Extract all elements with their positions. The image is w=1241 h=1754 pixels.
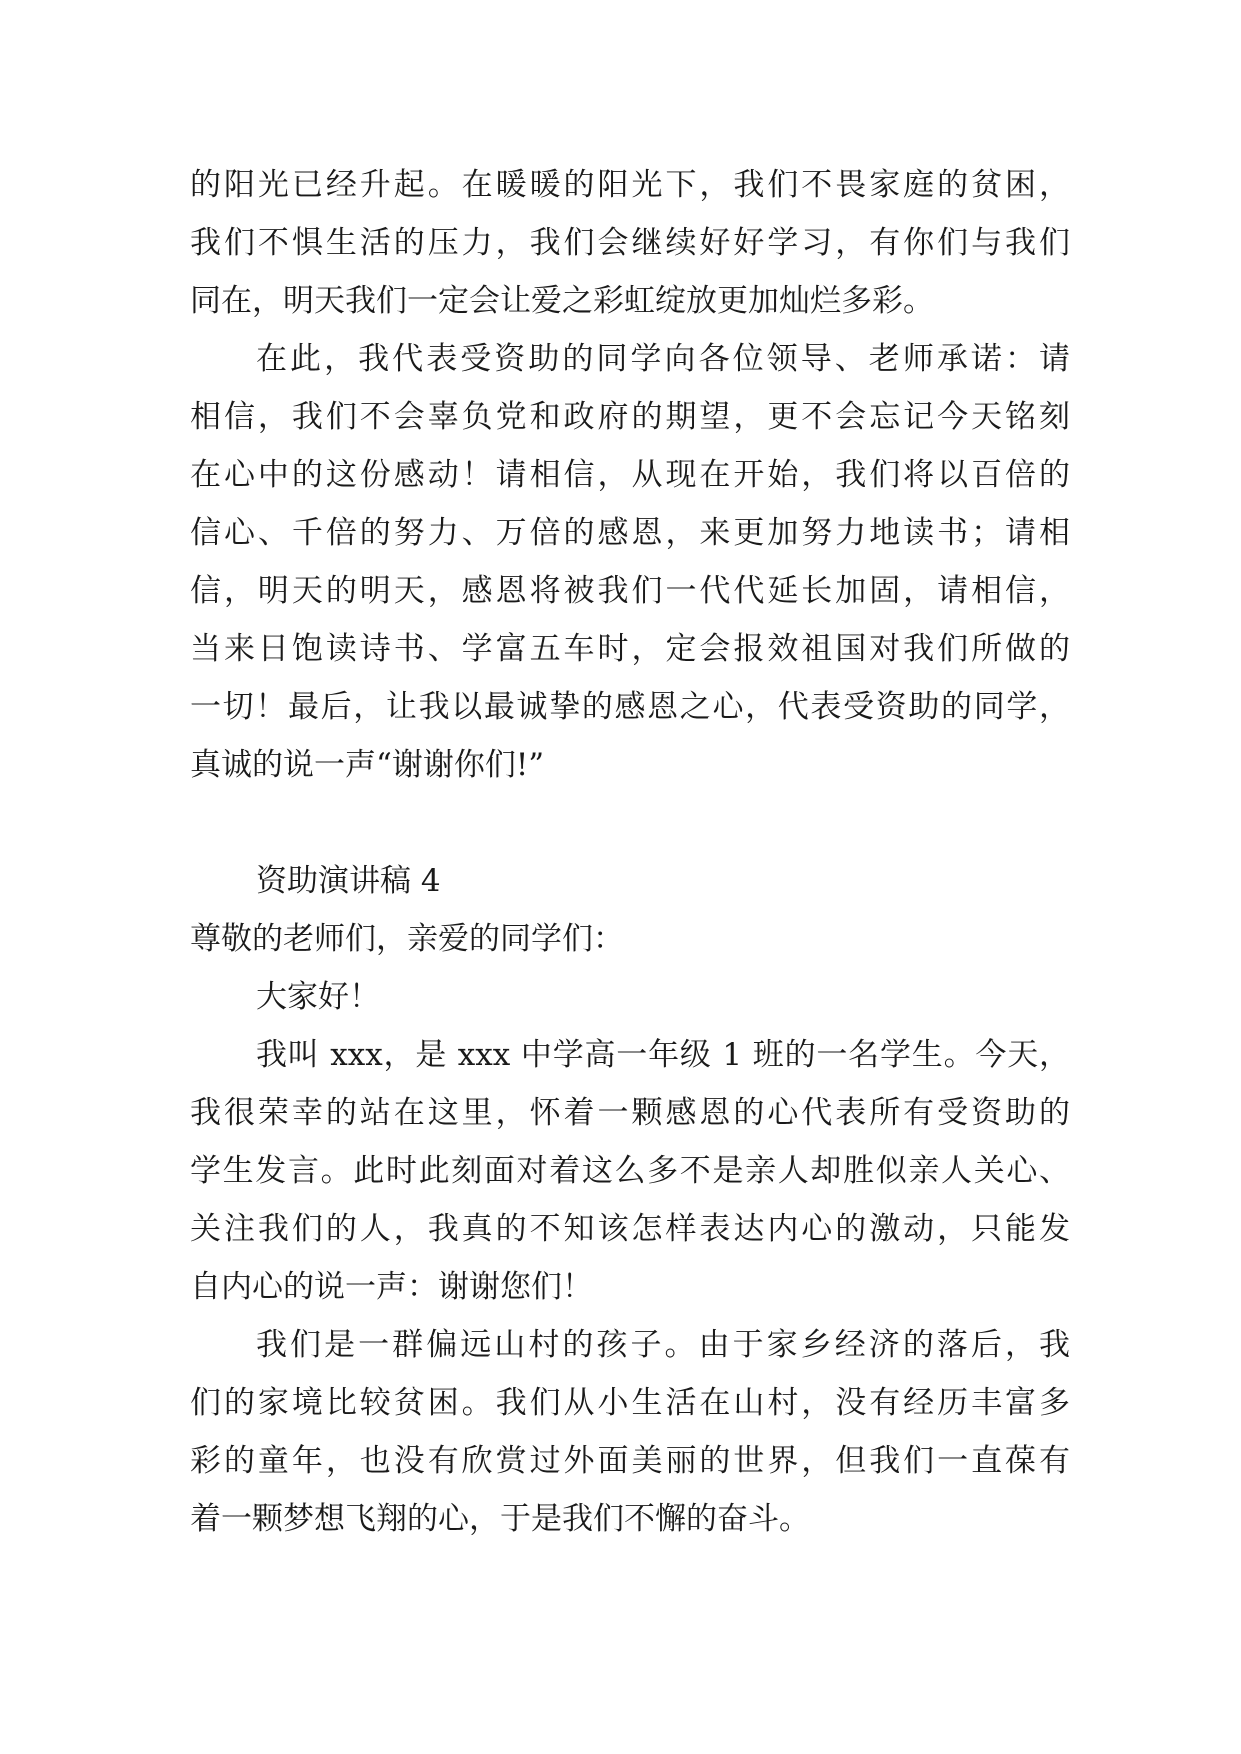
text-line: 我很荣幸的站在这里，怀着一颗感恩的心代表所有受资助的 [190,1095,1070,1131]
text-line: 我们不惧生活的压力，我们会继续好好学习，有你们与我们 [190,225,1070,261]
text-line: 一切！最后，让我以最诚挚的感恩之心，代表受资助的同学， [190,689,1070,725]
text-line: 学生发言。此时此刻面对着这么多不是亲人却胜似亲人关心、 [190,1153,1070,1189]
greeting: 大家好！ [256,979,380,1015]
text-line: 相信，我们不会辜负党和政府的期望，更不会忘记今天铭刻 [190,399,1070,435]
text-line: 真诚的说一声“谢谢你们!” [190,747,545,783]
text-line: 信心、千倍的努力、万倍的感恩，来更加努力地读书；请相 [190,515,1070,551]
text-line: 信，明天的明天，感恩将被我们一代代延长加固，请相信， [190,573,1070,609]
text-line: 在此，我代表受资助的同学向各位领导、老师承诺：请 [256,341,1070,377]
text-line: 当来日饱读诗书、学富五车时，定会报效祖国对我们所做的 [190,631,1070,667]
text-line: 的阳光已经升起。在暖暖的阳光下，我们不畏家庭的贫困， [190,167,1070,203]
text-line: 我叫 xxx，是 xxx 中学高一年级 1 班的一名学生。今天， [256,1037,1070,1073]
text-line: 关注我们的人，我真的不知该怎样表达内心的激动，只能发 [190,1211,1070,1247]
text-line: 同在，明天我们一定会让爱之彩虹绽放更加灿烂多彩。 [190,283,934,319]
text-line: 彩的童年，也没有欣赏过外面美丽的世界，但我们一直葆有 [190,1443,1070,1479]
text-line: 们的家境比较贫困。我们从小生活在山村，没有经历丰富多 [190,1385,1070,1421]
section-heading: 资助演讲稿 4 [256,863,441,899]
text-line: 我们是一群偏远山村的孩子。由于家乡经济的落后，我 [256,1327,1070,1363]
text-line: 自内心的说一声：谢谢您们！ [190,1269,593,1305]
salutation: 尊敬的老师们，亲爱的同学们： [190,921,624,957]
text-line: 着一颗梦想飞翔的心，于是我们不懈的奋斗。 [190,1501,810,1537]
text-line: 在心中的这份感动！请相信，从现在开始，我们将以百倍的 [190,457,1070,493]
